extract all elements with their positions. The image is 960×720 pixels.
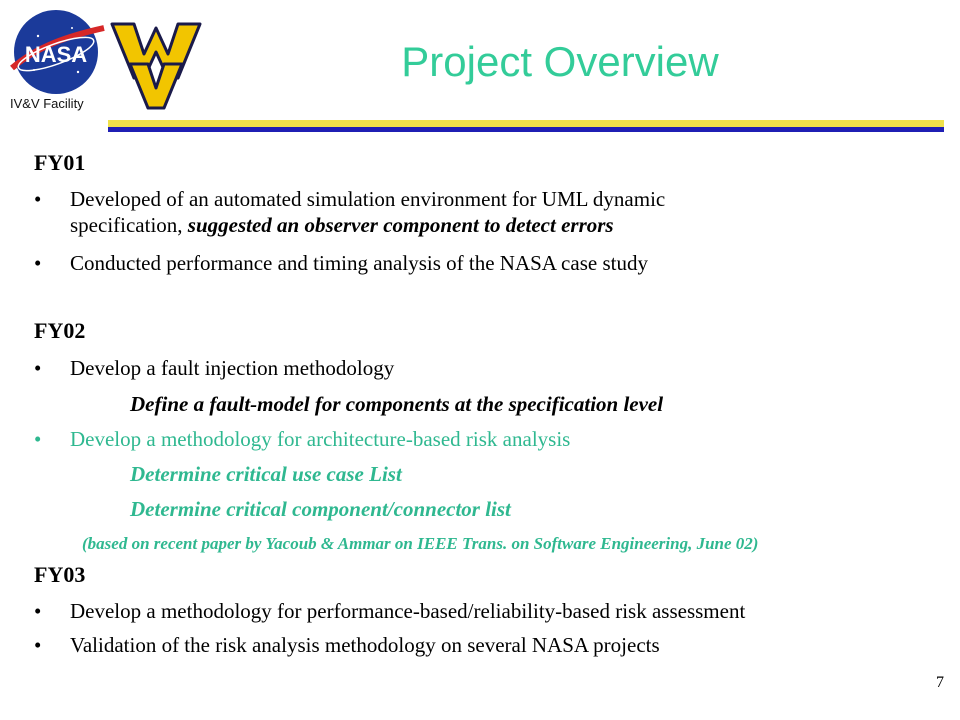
fy01-bullet1-line1: Developed of an automated simulation environment for UML dynamic [70,187,666,211]
header-rule-yellow [108,120,944,127]
wv-logo [110,18,202,110]
bullet-symbol: • [34,356,42,380]
fy03-heading: FY03 [34,562,86,587]
bullet-symbol: • [34,251,42,275]
fy01-heading: FY01 [34,150,86,175]
fy03-bullet2: Validation of the risk analysis methodology on several NASA projects [70,633,660,657]
fy01-bullet1-plain: specification, [70,213,188,237]
bullet-symbol: • [34,599,42,623]
bullet-symbol: • [34,427,42,451]
bullet-symbol: • [34,187,42,211]
page-number: 7 [936,674,944,691]
fy01-bullet2: Conducted performance and timing analysis of the NASA case study [70,251,648,275]
header-rule-blue [108,127,944,132]
nasa-logo-text: NASA [24,42,88,67]
fy01-bullet1-line2 [70,212,614,238]
fy02-reference: (based on recent paper by Yacoub & Ammar on IEEE Trans. on Software Engineering, June 02) [82,534,759,553]
fy02-heading: FY02 [34,318,86,343]
fy02-bullet1-sub: Define a fault-model for components at the specification level [130,392,664,416]
facility-label: IV&V Facility [10,96,84,111]
fy02-bullet2-sub2: Determine critical component/connector list [130,497,511,521]
fy01-bullet1-emphasis: suggested an observer component to detect errors [187,213,614,237]
fy02-bullet1: Develop a fault injection methodology [70,356,395,380]
bullet-symbol: • [34,633,42,657]
fy02-bullet2-sub1: Determine critical use case List [130,462,402,486]
nasa-logo [8,6,108,100]
page-title: Project Overview [401,38,719,85]
fy02-bullet2: Develop a methodology for architecture-based risk analysis [70,427,571,451]
fy03-bullet1: Develop a methodology for performance-based/reliability-based risk assessment [70,599,746,623]
